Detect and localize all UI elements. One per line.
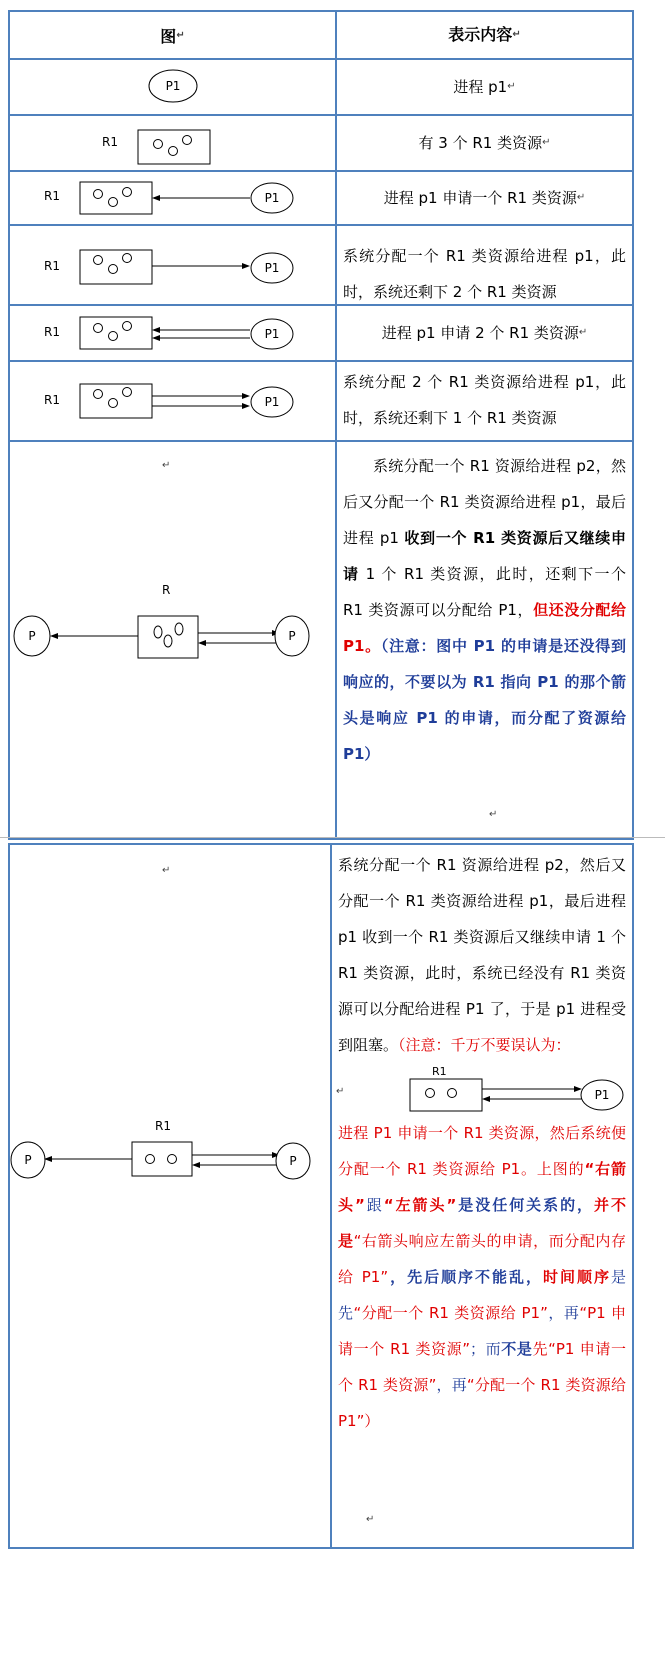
header-figure: 图: [160, 26, 177, 46]
header-cell-figure: 图 ↵: [10, 12, 337, 58]
svg-text:R1: R1: [44, 325, 60, 339]
row8-text-top: 系统分配一个 R1 资源给进程 p2，然后又分配一个 R1 类资源给进程 p1，最后进程 p1 收到一个 R1 类资源后又继续申请 1 个 R1 类资源，此时，系统已经没有 R1 类资源可以分配给进程 P1 了，于是 p1 进程受到阻塞。（注意：千万不要误认为：: [338, 856, 626, 1054]
svg-text:P1: P1: [264, 395, 280, 409]
meaning-cell: 系统分配一个 R1 资源给进程 p2，然后又分配一个 R1 类资源给进程 p1，最后进程 p1 收到一个 R1 类资源后又继续申请 1 个 R1 类资源，此时，系统已经没有 R1 类资源可以分配给进程 P1 了，于是 p1 进程受到阻塞。（注意：千万不要误认为： ↵ R1 P1 进程 P1 申请一个 R1 类资源，然后系统便分配一个 R1 类资源给 P1。上图的“右箭头”跟“左箭头”是没任何关系的，并不是“右箭头响应左箭头的申请，而分配内存给 P1”，先后顺序不能乱，时间顺序是先“分配一个 R1 类资源给 P1”，再“P1 申请一个 R1 类资源”；而不是先“P1 申请一个 R1 类资源”，再“分配一个 R1 类资源给 P1”） ↵: [332, 845, 632, 1547]
table-separator: [0, 837, 665, 838]
svg-text:P1: P1: [264, 327, 280, 341]
figure-cell: [10, 116, 337, 170]
svg-text:R1: R1: [432, 1065, 447, 1078]
table-row: [10, 845, 632, 1547]
figure-cell: [10, 226, 337, 304]
svg-text:P1: P1: [594, 1088, 610, 1102]
table-1: [8, 10, 634, 840]
svg-text:P: P: [28, 629, 36, 643]
table-row: [10, 60, 632, 116]
figure-cell: [10, 306, 337, 360]
p1-label: P1: [165, 79, 181, 93]
table-row: [10, 226, 632, 306]
table-row: [10, 116, 632, 172]
figure-cell: ↵ R1 P P: [10, 845, 332, 1547]
double-request-diagram: [10, 306, 335, 360]
assignment-edge-diagram: [10, 226, 335, 304]
row-text: 有 3 个 R1 类资源: [418, 134, 543, 152]
svg-text:R1: R1: [44, 259, 60, 273]
svg-text:P: P: [288, 629, 296, 643]
resource-node-diagram: [10, 116, 335, 170]
meaning-cell: [337, 362, 632, 440]
process-node-diagram: [10, 60, 335, 114]
row8-text-bottom: 进程 P1 申请一个 R1 类资源，然后系统便分配一个 R1 类资源给 P1。上图的“右箭头”跟“左箭头”是没任何关系的，并不是“右箭头响应左箭头的申请，而分配内存给 P1”，先后顺序不能乱，时间顺序是先“分配一个 R1 类资源给 P1”，再“P1 申请一个 R1 类资源”；而不是先“P1 申请一个 R1 类资源”，再“分配一个 R1 类资源给 P1”）: [338, 1124, 626, 1430]
figure-cell: [10, 172, 337, 224]
figure-cell: [10, 60, 337, 114]
meaning-cell: 有 3 个 R1 类资源 ↵: [337, 116, 632, 170]
header-cell-meaning: 表示内容 ↵: [337, 12, 632, 58]
svg-text:P1: P1: [264, 191, 280, 205]
r1-label: R1: [102, 135, 118, 149]
meaning-cell: 进程 p1 申请 2 个 R1 类资源 ↵: [337, 306, 632, 360]
svg-text:P: P: [24, 1153, 32, 1167]
row-text: 进程 p1: [453, 78, 508, 96]
svg-text:P: P: [289, 1154, 297, 1168]
header-meaning: 表示内容: [448, 25, 513, 44]
inline-example: ↵ R1 P1: [332, 1065, 632, 1113]
row-text: 进程 p1 申请一个 R1 类资源: [383, 189, 577, 207]
table-2: [8, 843, 634, 1549]
table-header: [10, 12, 632, 60]
request-edge-diagram: [10, 172, 335, 224]
svg-text:P1: P1: [264, 261, 280, 275]
meaning-cell: 进程 p1 申请一个 R1 类资源 ↵: [337, 172, 632, 224]
row-text: 进程 p1 申请 2 个 R1 类资源: [381, 324, 579, 342]
table-row: [10, 306, 632, 362]
row-text: 系统分配 2 个 R1 类资源给进程 p1，此时，系统还剩下 1 个 R1 类资源: [343, 373, 626, 427]
row-text: 系统分配一个 R1 类资源给进程 p1，此时，系统还剩下 2 个 R1 类资源: [343, 247, 626, 301]
svg-text:R: R: [162, 583, 171, 597]
meaning-cell: 系统分配一个 R1 资源给进程 p2，然后又分配一个 R1 类资源给进程 p1，最后进程 p1 收到一个 R1 类资源后又继续申请 1 个 R1 类资源，此时，还剩下一个 R1 类资源可以分配给 P1，但还没分配给 P1。（注意：图中 P1 的申请是还没得到响应的，不要以为 R1 指向 P1 的那个箭头是响应 P1 的申请，而分配了资源给 P1） ↵: [337, 442, 632, 838]
allocation-diagram: [10, 442, 335, 836]
meaning-cell: 进程 p1 ↵: [337, 60, 632, 114]
meaning-cell: [337, 226, 632, 304]
svg-text:R1: R1: [44, 189, 60, 203]
row7-text: 系统分配一个 R1 资源给进程 p2，然后又分配一个 R1 类资源给进程 p1，最后进程 p1 收到一个 R1 类资源后又继续申请 1 个 R1 类资源，此时，还剩下一个 R1 类资源可以分配给 P1，但还没分配给 P1。（注意：图中 P1 的申请是还没得到响应的，不要以为 R1 指向 P1 的那个箭头是响应 P1 的申请，而分配了资源给 P1）: [343, 457, 626, 763]
inline-example-diagram: [332, 1065, 632, 1113]
figure-cell: [10, 362, 337, 440]
double-assignment-diagram: [10, 362, 335, 440]
table-row: [10, 172, 632, 226]
table-row: [10, 442, 632, 838]
figure-cell: ↵ R P P: [10, 442, 337, 838]
svg-text:R1: R1: [155, 1119, 171, 1133]
blocked-diagram: [10, 845, 335, 1545]
svg-text:R1: R1: [44, 393, 60, 407]
table-row: [10, 362, 632, 442]
